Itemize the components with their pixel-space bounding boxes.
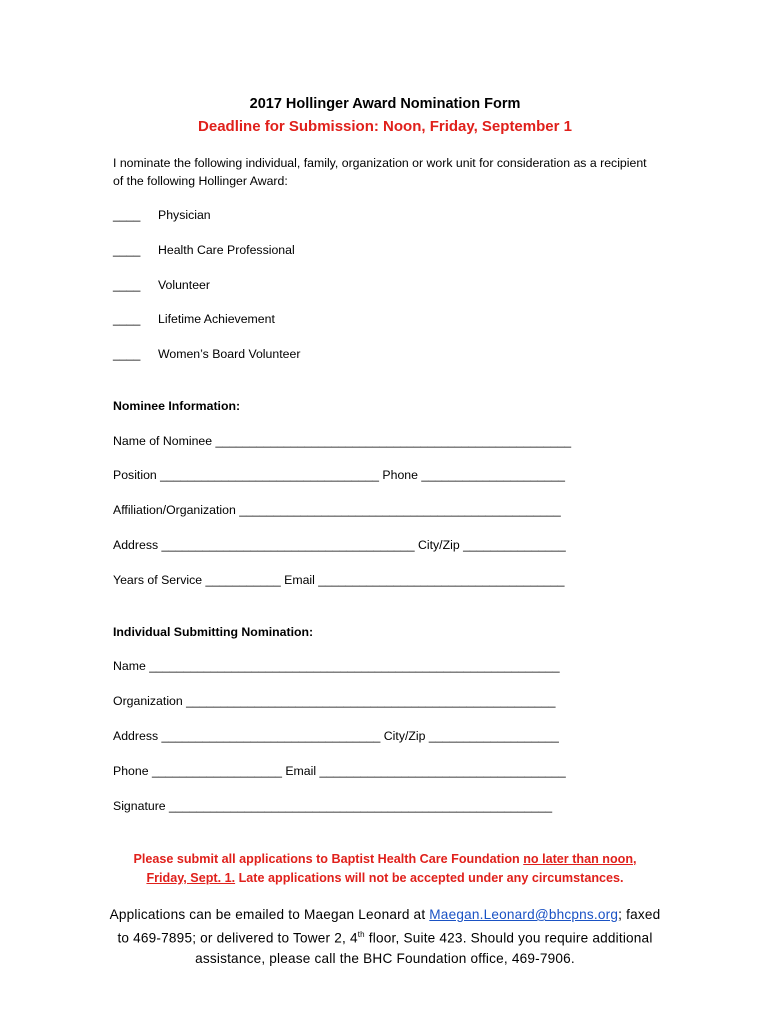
option-blank[interactable]: ____	[113, 208, 141, 222]
option-label: Women’s Board Volunteer	[158, 347, 301, 361]
nominee-address-field[interactable]: Address _____________________________________ City/Zip _______________	[113, 538, 566, 552]
submitter-name-field[interactable]: Name ____________________________________________________________	[113, 659, 560, 673]
submitter-section-heading: Individual Submitting Nomination:	[113, 625, 314, 639]
contact-info: Applications can be emailed to Maegan Leonard at Maegan.Leonard@bhcpns.org; faxed to 469-7895; or delivered to Tower 2, 4th floor, Suite 423. Should you require additional assistance, please call the BHC Foundation office, 469-7906.	[109, 907, 661, 966]
option-blank[interactable]: ____	[113, 347, 141, 361]
option-label: Volunteer	[158, 278, 210, 292]
submitter-address-field[interactable]: Address ________________________________ City/Zip ___________________	[113, 729, 559, 743]
option-label: Physician	[158, 208, 211, 222]
option-label: Health Care Professional	[158, 243, 295, 257]
option-health-care-professional[interactable]	[113, 243, 295, 257]
deadline-heading: Deadline for Submission: Noon, Friday, September 1	[198, 118, 572, 135]
option-lifetime-achievement[interactable]	[113, 312, 275, 326]
email-link[interactable]: Maegan.Leonard@bhcpns.org	[429, 907, 619, 922]
option-label: Lifetime Achievement	[158, 312, 275, 326]
option-volunteer[interactable]	[113, 278, 210, 292]
submission-notice: Please submit all applications to Baptist Health Care Foundation no later than noon, Friday, Sept. 1. Late applications will not be accepted under any circumstances.	[133, 852, 637, 885]
submitter-organization-field[interactable]: Organization ______________________________________________________	[113, 694, 556, 708]
option-physician[interactable]	[113, 208, 211, 222]
nominee-name-field[interactable]: Name of Nominee ____________________________________________________	[113, 434, 572, 448]
option-blank[interactable]: ____	[113, 243, 141, 257]
nominee-affiliation-field[interactable]: Affiliation/Organization _______________________________________________	[113, 503, 561, 517]
nominee-position-phone-field[interactable]: Position ________________________________ Phone _____________________	[113, 468, 566, 482]
option-blank[interactable]: ____	[113, 278, 141, 292]
intro-text: I nominate the following individual, family, organization or work unit for consideration as a recipient of the following Hollinger Award:	[113, 156, 647, 188]
submitter-signature-field[interactable]: Signature ________________________________________________________	[113, 799, 553, 813]
form-title: 2017 Hollinger Award Nomination Form	[249, 96, 521, 112]
nominee-section-heading: Nominee Information:	[113, 399, 241, 413]
nominee-years-email-field[interactable]: Years of Service ___________ Email ____________________________________	[113, 573, 565, 587]
submitter-phone-email-field[interactable]: Phone ___________________ Email ____________________________________	[113, 764, 566, 778]
option-blank[interactable]: ____	[113, 312, 141, 326]
option-womens-board-volunteer[interactable]	[113, 347, 300, 361]
